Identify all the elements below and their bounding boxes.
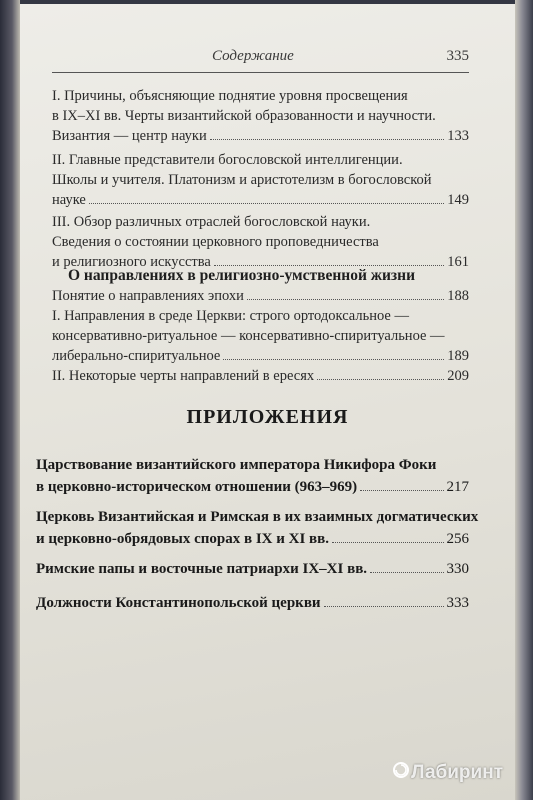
toc-line: в IX–XI вв. Черты византийской образованности и научности. xyxy=(52,108,436,124)
dot-leader xyxy=(89,203,444,204)
appendix-entry xyxy=(36,558,469,580)
toc-line: Сведения о состоянии церковного проповедничества xyxy=(52,234,379,250)
toc-line: II. Некоторые черты направлений в ересях xyxy=(52,368,315,384)
book-page xyxy=(18,4,517,800)
toc-section xyxy=(52,266,469,386)
dot-leader xyxy=(370,572,443,573)
toc-page-number: 330 xyxy=(446,561,469,577)
toc-line: либерально-спиритуальное xyxy=(52,348,221,364)
appendices-title: ПРИЛОЖЕНИЯ xyxy=(186,406,349,428)
watermark xyxy=(393,762,503,784)
appendix-entry xyxy=(36,592,469,614)
watermark-text: Лабиринт xyxy=(411,762,503,783)
toc-line: в церковно-историческом отношении (963–969) xyxy=(36,479,358,495)
toc-line: Должности Константинопольской церкви xyxy=(36,595,321,611)
toc-page-number: 333 xyxy=(446,595,469,611)
dot-leader xyxy=(360,490,443,491)
dot-leader xyxy=(247,299,444,300)
book-spine-shadow xyxy=(0,0,20,800)
dot-leader xyxy=(332,542,443,543)
toc-line-with-page xyxy=(36,528,469,550)
dot-leader xyxy=(223,359,444,360)
section-heading: О направлениях в религиозно-умственной жизни xyxy=(68,267,416,284)
toc-page-number: 217 xyxy=(446,479,469,495)
toc-page-number: 209 xyxy=(447,368,469,384)
toc-entry xyxy=(52,86,469,146)
toc-line-with-page xyxy=(36,558,469,580)
header-rule xyxy=(52,72,469,73)
toc-page-number: 133 xyxy=(447,128,469,144)
toc-entry xyxy=(52,212,469,272)
toc-line-with-page xyxy=(52,346,469,366)
appendix-entry xyxy=(36,454,469,498)
toc-page-number: 256 xyxy=(446,531,469,547)
toc-line: и религиозного искусства xyxy=(52,254,211,270)
appendix-entry xyxy=(36,506,479,550)
book-cover-edge-right xyxy=(515,0,533,800)
toc-page-number: 188 xyxy=(447,288,469,304)
toc-line: Римские папы и восточные патриархи IX–XI вв. xyxy=(36,561,368,577)
toc-line: Церковь Византийская и Римская в их взаимных догматических xyxy=(36,509,479,525)
toc-line: III. Обзор различных отраслей богословской науки. xyxy=(52,214,371,230)
dot-leader xyxy=(324,606,444,607)
page-number: 335 xyxy=(446,48,469,64)
toc-line: I. Причины, объясняющие поднятие уровня просвещения xyxy=(52,88,408,104)
toc-line: науке xyxy=(52,192,86,208)
toc-line: Понятие о направлениях эпохи xyxy=(52,288,244,304)
toc-page-number: 149 xyxy=(447,192,469,208)
section-title: Содержание xyxy=(212,48,294,64)
toc-line-with-page xyxy=(36,476,469,498)
toc-line: Школы и учителя. Платонизм и аристотелизм в богословской xyxy=(52,172,432,188)
toc-line: и церковно-обрядовых спорах в IX и XI вв. xyxy=(36,531,330,547)
toc-page-number: 161 xyxy=(447,254,469,270)
toc-page-number: 189 xyxy=(447,348,469,364)
toc-line: консервативно-ритуальное — консервативно-спиритуальное — xyxy=(52,328,445,344)
toc-line-with-page xyxy=(52,366,469,386)
toc-entry xyxy=(52,150,469,210)
toc-line: II. Главные представители богословской интеллигенции. xyxy=(52,152,403,168)
toc-line-with-page xyxy=(36,592,469,614)
toc-line-with-page xyxy=(52,126,469,146)
toc-line: I. Направления в среде Церкви: строго ортодоксальное — xyxy=(52,308,409,324)
dot-leader xyxy=(210,139,445,140)
labirint-logo-icon xyxy=(393,762,409,784)
toc-line-with-page xyxy=(52,286,469,306)
toc-line: Царствование византийского императора Никифора Фоки xyxy=(36,457,437,473)
dot-leader xyxy=(317,379,444,380)
toc-line: Византия — центр науки xyxy=(52,128,207,144)
toc-line-with-page xyxy=(52,190,469,210)
